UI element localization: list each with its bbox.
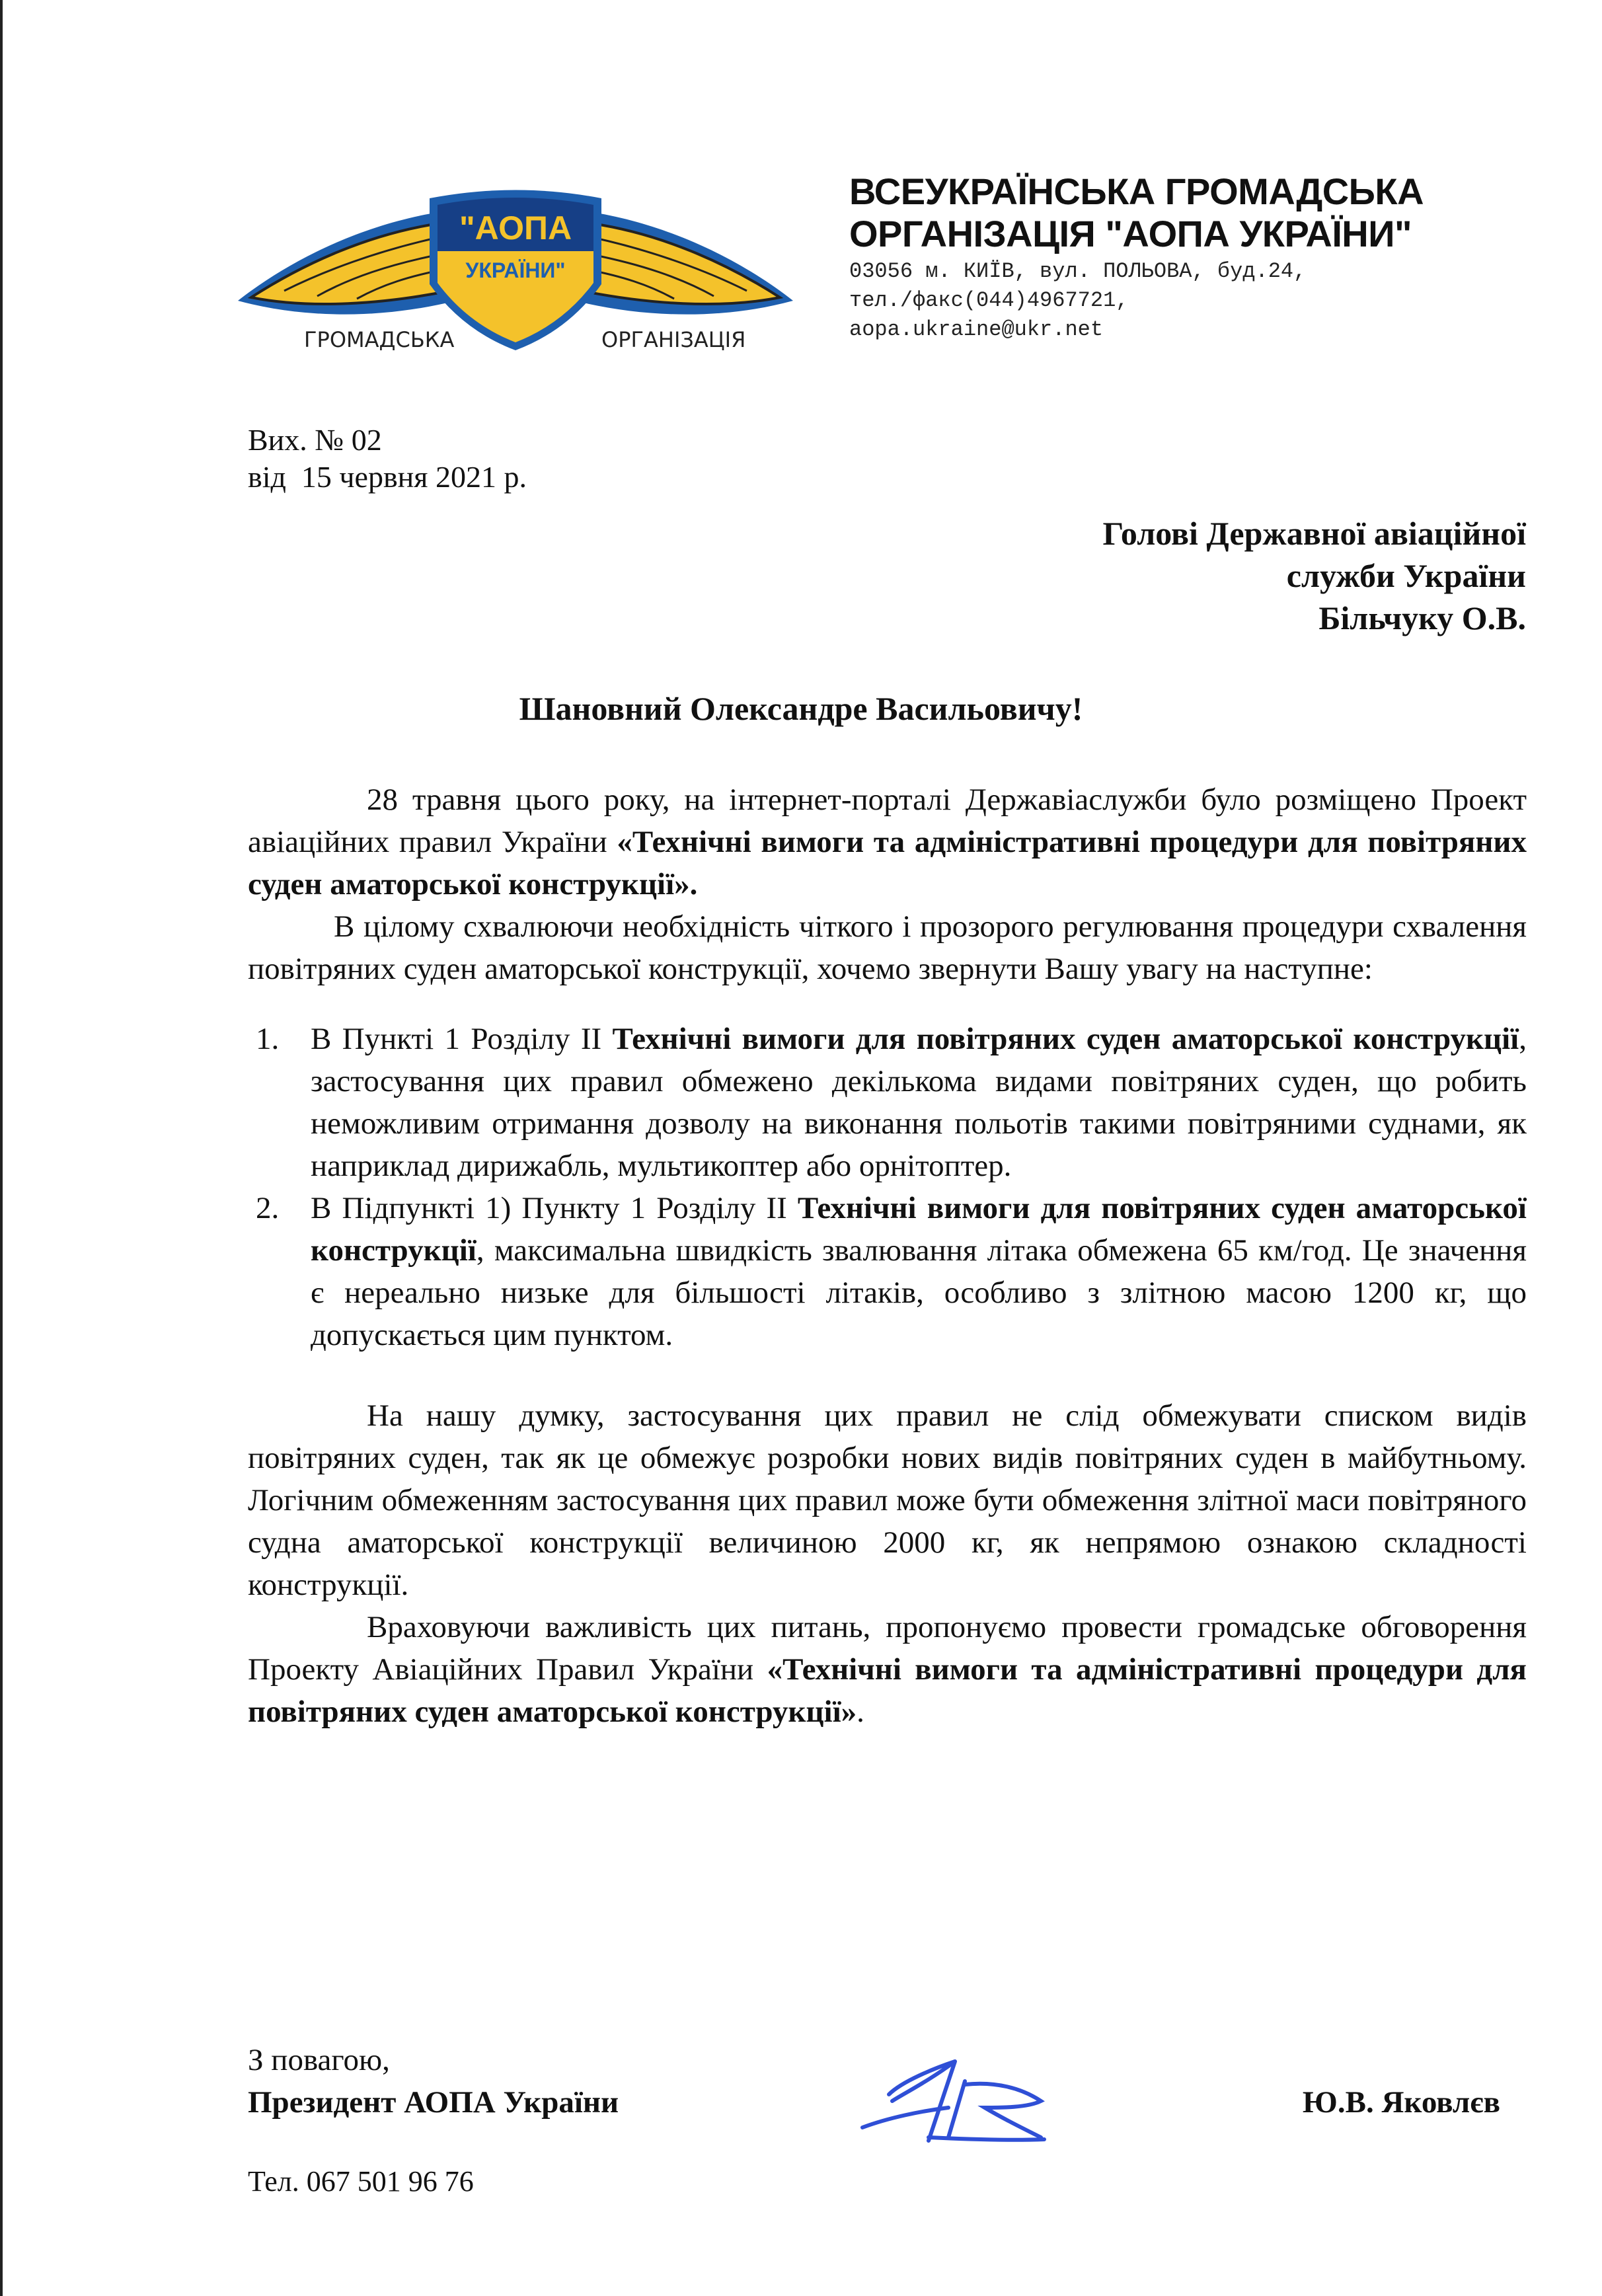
aopa-logo <box>225 185 806 357</box>
list-item <box>248 1187 1527 1356</box>
paragraph-3: На нашу думку, застосування цих правил не слід обмежувати списком видів повітряних суден, так як це обмежує розробки нових видів повітряних суден в майбутньому. Логічним обмеженням застосування цих правил може бути обмеження злітної маси повітряного судна аматорської конструкції величиною 2000 кг, як непрямою ознакою складності конструкції. <box>248 1398 1527 1602</box>
org-email[interactable]: aopa.ukraine@ukr.net <box>849 317 1104 342</box>
list-item-bold: Технічні вимоги для повітряних суден аматорської конструкції <box>311 1191 1527 1268</box>
paragraph-4-title: «Технічні вимоги та адміністративні процедури для повітряних суден аматорської конструкції» <box>248 1652 1527 1729</box>
outgoing-reference <box>248 422 527 496</box>
org-address: 03056 м. КИЇВ, вул. ПОЛЬОВА, буд.24, <box>849 259 1307 284</box>
logo-top-text: "АОПА <box>459 210 572 247</box>
list-item-text: , максимальна швидкість звалювання літака обмежена 65 км/год. Це значення є нереально низьке для більшості літаків, особливо з злітною масою 1200 кг, що допускається цим пунктом. <box>311 1233 1527 1352</box>
shield-icon <box>430 190 601 351</box>
logo-bottom-text: УКРАЇНИ" <box>465 258 566 282</box>
reference-number: Вих. № 02 <box>248 423 382 457</box>
paragraph-1-text: 28 травня цього року, на інтернет-порталі Державіаслужби було розміщено Проект авіаційних правил України <box>248 783 1527 859</box>
list-item-bold: Технічні вимоги для повітряних суден аматорської конструкції <box>612 1022 1519 1056</box>
closing: З повагою, <box>248 2043 390 2077</box>
addressee-line3: Більчуку О.В. <box>1318 599 1526 636</box>
org-name-line2: ОРГАНІЗАЦІЯ "АОПА УКРАЇНИ" <box>849 213 1412 254</box>
list-item-number: 1. <box>256 1022 280 1056</box>
scan-edge <box>0 0 3 2296</box>
addressee-line1: Голові Державної авіаційної <box>1102 515 1526 552</box>
signer-name: Ю.В. Яковлєв <box>1302 2085 1500 2120</box>
logo-left-caption: ГРОМАДСЬКА <box>304 327 455 352</box>
paragraph-4 <box>248 1606 1527 1733</box>
list-item-text: , застосування цих правил обмежено декількома видами повітряних суден, що робить неможливим отримання дозволу на виконання польотів такими повітряними суднами, як наприклад дирижабль, мультикоптер або орнітоптер. <box>311 1022 1527 1183</box>
salutation: Шановний Олександре Васильовичу! <box>519 690 1083 727</box>
handwritten-signature-icon <box>849 2055 1074 2147</box>
reference-date: від 15 червня 2021 р. <box>248 460 527 494</box>
remarks-list <box>248 1018 1527 1356</box>
letter-body <box>248 779 1527 1733</box>
list-item-text: В Пункті 1 Розділу ІІ <box>311 1022 613 1056</box>
addressee-line2: служби України <box>1286 557 1526 594</box>
paragraph-4-end: . <box>857 1695 864 1729</box>
signer-phone: Тел. 067 501 96 76 <box>248 2165 474 2198</box>
addressee <box>1102 512 1526 639</box>
letterhead <box>849 171 1510 342</box>
paragraph-1-title: «Технічні вимоги та адміністративні процедури для повітряних суден аматорської конструкції». <box>248 825 1527 901</box>
signer-position: Президент АОПА України <box>248 2085 619 2120</box>
logo-right-caption: ОРГАНІЗАЦІЯ <box>601 327 746 352</box>
list-item-number: 2. <box>256 1191 280 1225</box>
org-name-line1: ВСЕУКРАЇНСЬКА ГРОМАДСЬКА <box>849 171 1424 212</box>
org-phone-fax: тел./факс(044)4967721, <box>849 288 1129 313</box>
list-item <box>248 1018 1527 1187</box>
list-item-text: В Підпункті 1) Пункту 1 Розділу ІІ <box>311 1191 798 1225</box>
signature-block <box>248 2039 1527 2203</box>
paragraph-2: В цілому схвалюючи необхідність чіткого і прозорого регулювання процедури схвалення повітряних суден аматорської конструкції, хочемо звернути Вашу увагу на наступне: <box>248 909 1527 986</box>
paragraph-1 <box>248 779 1527 905</box>
paragraph-4-text: Враховуючи важливість цих питань, пропонуємо провести громадське обговорення Проекту Авіаційних Правил України <box>248 1610 1527 1687</box>
